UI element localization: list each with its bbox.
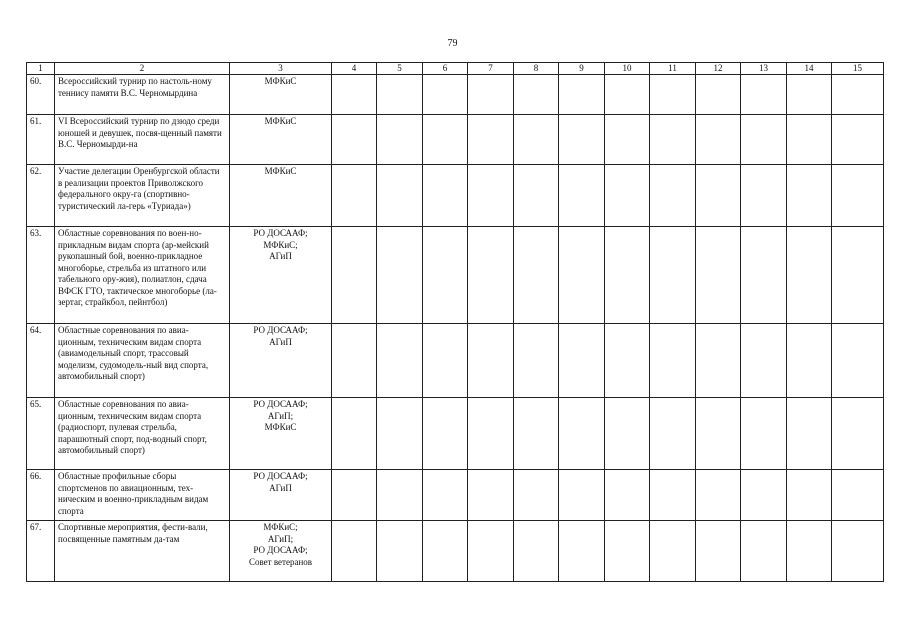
empty-cell [605,521,650,582]
empty-cell [514,75,559,115]
empty-cell [787,75,832,115]
empty-cell [423,165,468,227]
empty-cell [741,470,787,521]
empty-cell [377,75,423,115]
empty-cell [787,470,832,521]
empty-cell [559,75,605,115]
row-number: 64. [27,324,55,398]
column-header: 6 [423,63,468,75]
empty-cell [332,165,377,227]
table-row [27,470,884,521]
empty-cell [377,470,423,521]
empty-cell [605,227,650,324]
event-name: Спортивные мероприятия, фести-вали, посвященные памятным да-там [55,521,230,582]
empty-cell [514,521,559,582]
empty-cell [787,227,832,324]
event-name: VI Всероссийский турнир по дзюдо среди юношей и девушек, посвя-щенный памяти В.С. Черномырди-на [55,115,230,165]
empty-cell [332,521,377,582]
empty-cell [468,470,514,521]
column-header: 1 [27,63,55,75]
event-name: Участие делегации Оренбургской области в реализации проектов Приволжского федерального окру-га (спортивно-туристический ла-герь «Туриада») [55,165,230,227]
table-row [27,227,884,324]
table-row [27,324,884,398]
empty-cell [423,227,468,324]
empty-cell [559,324,605,398]
event-name: Областные соревнования по авиа-ционным, техническим видам спорта (авиамодельный спорт, трассовый моделизм, судомодель-ный вид спорта, автомобильный спорт) [55,324,230,398]
column-header: 4 [332,63,377,75]
event-name: Областные соревнования по воен-но-прикладным видам спорта (ар-мейский рукопашный бой, военно-прикладное многоборье, стрельба из штатного или табельного ору-жия), полиатлон, сдача ВФСК ГТО, тактическое многоборье (ла-зертаг, страйкбол, пейнтбол) [55,227,230,324]
page-number: 79 [447,38,458,49]
column-header: 3 [230,63,332,75]
empty-cell [468,165,514,227]
empty-cell [377,521,423,582]
empty-cell [559,398,605,470]
empty-cell [787,165,832,227]
empty-cell [423,115,468,165]
organizers: МФКиС [230,165,332,227]
empty-cell [332,470,377,521]
empty-cell [741,324,787,398]
empty-cell [832,75,884,115]
organizers: МФКиС; АГиП; РО ДОСААФ; Совет ветеранов [230,521,332,582]
row-number: 61. [27,115,55,165]
empty-cell [559,115,605,165]
event-name: Всероссийский турнир по настоль-ному теннису памяти В.С. Черномырдина [55,75,230,115]
empty-cell [832,470,884,521]
empty-cell [832,115,884,165]
empty-cell [377,398,423,470]
empty-cell [650,324,696,398]
organizers: РО ДОСААФ; МФКиС; АГиП [230,227,332,324]
empty-cell [787,521,832,582]
empty-cell [468,521,514,582]
empty-cell [741,75,787,115]
empty-cell [468,227,514,324]
empty-cell [832,165,884,227]
empty-cell [332,324,377,398]
event-name: Областные профильные сборы спортсменов по авиационным, тех-ническим и военно-прикладным видам спорта [55,470,230,521]
empty-cell [787,115,832,165]
empty-cell [787,398,832,470]
empty-cell [650,521,696,582]
empty-cell [605,115,650,165]
table-row [27,398,884,470]
empty-cell [741,521,787,582]
column-header: 15 [832,63,884,75]
empty-cell [332,75,377,115]
empty-cell [468,75,514,115]
header-row [27,63,884,75]
empty-cell [650,75,696,115]
empty-cell [377,115,423,165]
empty-cell [696,227,741,324]
empty-cell [832,521,884,582]
empty-cell [832,227,884,324]
empty-cell [423,470,468,521]
empty-cell [423,324,468,398]
empty-cell [696,115,741,165]
column-header: 9 [559,63,605,75]
empty-cell [650,165,696,227]
organizers: РО ДОСААФ; АГиП [230,470,332,521]
empty-cell [423,521,468,582]
empty-cell [468,115,514,165]
table-row [27,75,884,115]
empty-cell [605,470,650,521]
empty-cell [559,521,605,582]
empty-cell [650,470,696,521]
empty-cell [741,115,787,165]
empty-cell [696,521,741,582]
empty-cell [696,75,741,115]
events-table [26,62,884,582]
empty-cell [741,398,787,470]
column-header: 2 [55,63,230,75]
empty-cell [832,398,884,470]
event-name: Областные соревнования по авиа-ционным, техническим видам спорта (радиоспорт, пулевая стрельба, парашютный спорт, под-водный спорт, автомобильный спорт) [55,398,230,470]
row-number: 60. [27,75,55,115]
empty-cell [332,227,377,324]
empty-cell [741,227,787,324]
organizers: РО ДОСААФ; АГиП; МФКиС [230,398,332,470]
column-header: 11 [650,63,696,75]
empty-cell [832,324,884,398]
empty-cell [605,324,650,398]
empty-cell [650,115,696,165]
empty-cell [650,398,696,470]
column-header: 12 [696,63,741,75]
empty-cell [468,398,514,470]
column-header: 13 [741,63,787,75]
empty-cell [741,165,787,227]
empty-cell [514,165,559,227]
empty-cell [650,227,696,324]
row-number: 67. [27,521,55,582]
empty-cell [605,398,650,470]
empty-cell [377,227,423,324]
empty-cell [468,324,514,398]
empty-cell [605,165,650,227]
column-header: 8 [514,63,559,75]
empty-cell [514,398,559,470]
organizers: МФКиС [230,75,332,115]
empty-cell [696,165,741,227]
empty-cell [696,398,741,470]
empty-cell [696,470,741,521]
empty-cell [514,470,559,521]
empty-cell [559,227,605,324]
table-row [27,165,884,227]
empty-cell [332,398,377,470]
column-header: 5 [377,63,423,75]
table-row [27,521,884,582]
organizers: РО ДОСААФ; АГиП [230,324,332,398]
empty-cell [377,165,423,227]
empty-cell [377,324,423,398]
empty-cell [423,398,468,470]
row-number: 65. [27,398,55,470]
empty-cell [332,115,377,165]
row-number: 66. [27,470,55,521]
empty-cell [559,165,605,227]
organizers: МФКиС [230,115,332,165]
empty-cell [696,324,741,398]
row-number: 62. [27,165,55,227]
empty-cell [559,470,605,521]
empty-cell [787,324,832,398]
column-header: 7 [468,63,514,75]
column-header: 10 [605,63,650,75]
empty-cell [605,75,650,115]
empty-cell [423,75,468,115]
row-number: 63. [27,227,55,324]
table-row [27,115,884,165]
empty-cell [514,324,559,398]
empty-cell [514,115,559,165]
empty-cell [514,227,559,324]
column-header: 14 [787,63,832,75]
